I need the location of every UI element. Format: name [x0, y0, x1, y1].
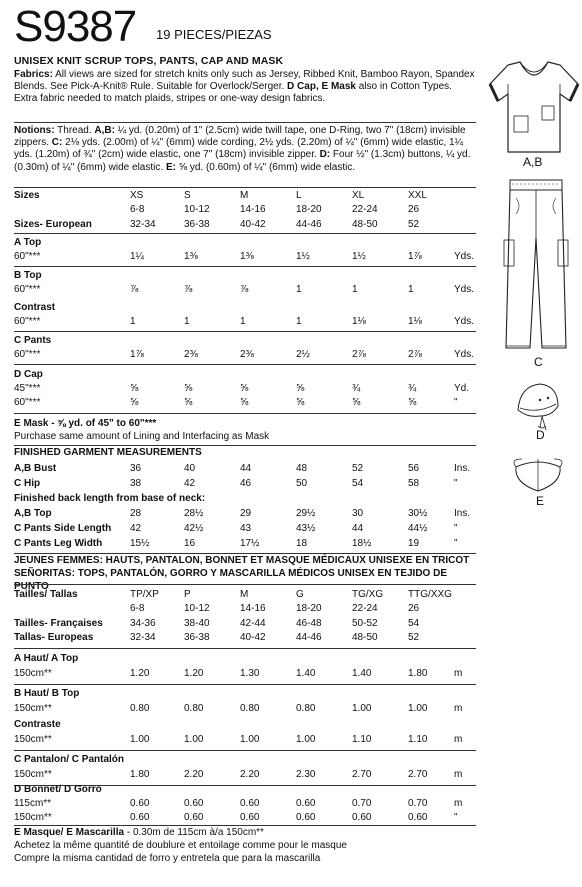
value-cell: 17½ [240, 538, 260, 549]
unit-cell: m [454, 769, 463, 780]
row-label: 60"*** [14, 284, 41, 295]
fabrics-paragraph [14, 69, 476, 106]
unit-cell: Yds. [454, 284, 475, 295]
value-cell: 52 [352, 463, 364, 474]
value-cell: 1⅛ [352, 316, 366, 327]
divider [14, 825, 476, 826]
value-cell: 46-48 [296, 618, 322, 629]
size-cell: XXL [408, 190, 427, 201]
value-cell: 1.40 [296, 668, 316, 679]
value-cell: ⅝ [240, 383, 249, 394]
pieces-count: 19 PIECES/PIEZAS [156, 27, 272, 42]
measurement-row [14, 522, 476, 535]
euro-row [14, 218, 476, 231]
value-cell: 0.60 [240, 798, 260, 809]
notions-text: ¼ yd. (0.20m) of 1" (2.5cm) wide twill tape, one D-Ring, two 7" (18cm) invisible zippers. [14, 125, 466, 149]
value-cell: 36-38 [184, 632, 210, 643]
value-cell: ¾ [408, 383, 417, 394]
value-cell: ⅝ [184, 397, 193, 408]
sizes-label: Sizes [14, 190, 40, 201]
value-cell: 19 [408, 538, 420, 549]
value-cell: 1½ [296, 251, 310, 262]
value-cell: 44-46 [296, 632, 322, 643]
value-cell: 38-40 [184, 618, 210, 629]
value-cell: 28 [130, 508, 142, 519]
fabrics-bold: D Cap, E Mask [287, 81, 356, 93]
row-label: Contrast [14, 302, 56, 313]
unit-cell: " [454, 478, 458, 489]
row-label: 150cm** [14, 769, 52, 780]
yardage-row [14, 283, 476, 296]
unit-cell: Yds. [454, 316, 475, 327]
value-cell: 48-50 [352, 632, 378, 643]
value-cell: 40 [184, 463, 196, 474]
row-label: C Pantalon/ C Pantalón [14, 754, 125, 765]
yardage-row [14, 667, 476, 680]
measurement-row [14, 507, 476, 520]
value-cell: 1⅜ [184, 251, 198, 262]
value-cell: 1.10 [352, 734, 372, 745]
row-label: D Cap [14, 369, 43, 380]
size-cell: 6-8 [130, 204, 145, 215]
measurements-title-text: FINISHED GARMENT MEASUREMENTS [14, 447, 202, 458]
size-cell: 40-42 [240, 219, 266, 230]
value-cell: 26 [408, 603, 420, 614]
garment-title-row [14, 783, 476, 796]
value-cell: 22-24 [352, 603, 378, 614]
value-cell: 2.70 [352, 769, 372, 780]
value-cell: 1.00 [296, 734, 316, 745]
size-cell: XS [130, 190, 144, 201]
view-c-label: C [534, 355, 543, 369]
value-cell: 29 [240, 508, 252, 519]
fr-e-mask-line [14, 827, 476, 840]
notions-label: Notions: [14, 125, 55, 136]
value-cell: 2⅜ [240, 349, 254, 360]
value-cell: 1⅜ [240, 251, 254, 262]
garment-title-row [14, 334, 476, 347]
size-cell: 22-24 [352, 204, 378, 215]
size-cell: 18-20 [296, 204, 322, 215]
value-cell: 1⅞ [408, 251, 422, 262]
measurement-row [14, 462, 476, 475]
value-cell: ⅞ [184, 284, 193, 295]
value-cell: ⅝ [130, 397, 139, 408]
value-cell: 0.70 [352, 798, 372, 809]
value-cell: 36 [130, 463, 142, 474]
yardage-row [14, 396, 476, 409]
size-cell: S [184, 190, 191, 201]
eu-sizes-row [14, 631, 476, 644]
value-cell: 2⅜ [184, 349, 198, 360]
value-cell: 2⅞ [408, 349, 422, 360]
value-cell: 1.20 [184, 668, 204, 679]
value-cell: 1 [408, 284, 414, 295]
size-cell: 14-16 [240, 204, 266, 215]
row-label: 60"*** [14, 251, 41, 262]
divider [14, 364, 476, 365]
row-label: C Pants [14, 335, 52, 346]
value-cell: 1.10 [408, 734, 428, 745]
garment-title-row [14, 718, 476, 731]
value-cell: 2.20 [184, 769, 204, 780]
row-label: Tailles- Françaises [14, 618, 103, 629]
divider [14, 584, 476, 585]
yardage-row [14, 811, 476, 824]
value-cell: ⅝ [296, 383, 305, 394]
yardage-row [14, 768, 476, 781]
value-cell: 1.00 [240, 734, 260, 745]
value-cell: 34-36 [130, 618, 156, 629]
row-label: A,B Bust [14, 463, 57, 474]
es-note [14, 853, 476, 866]
size-cell: 36-38 [184, 219, 210, 230]
fr-e-mask-title: E Masque/ E Mascarilla [14, 827, 125, 838]
row-label: B Haut/ B Top [14, 688, 80, 699]
row-label: 60"*** [14, 397, 41, 408]
value-cell: 43½ [296, 523, 316, 534]
value-cell: 1½ [352, 251, 366, 262]
unit-cell: Ins. [454, 463, 471, 474]
value-cell: 1.80 [408, 668, 428, 679]
row-label: 60"*** [14, 349, 41, 360]
euro-label: Sizes- European [14, 219, 92, 230]
size-cell: L [296, 190, 302, 201]
unit-cell: Yds. [454, 349, 475, 360]
e-mask-note-text: Purchase same amount of Lining and Interfacing as Mask [14, 431, 270, 442]
value-cell: 1 [240, 316, 246, 327]
notions-paragraph [14, 125, 476, 174]
value-cell: ⅝ [240, 397, 249, 408]
measurements-title [14, 447, 476, 460]
unit-cell: m [454, 668, 463, 679]
value-cell: 1.20 [130, 668, 150, 679]
unit-cell: Yd. [454, 383, 470, 394]
view-d-label: D [536, 428, 545, 442]
unit-cell: " [454, 538, 458, 549]
value-cell: 44 [352, 523, 364, 534]
value-cell: 0.60 [184, 812, 204, 823]
row-label: 45"*** [14, 383, 41, 394]
value-cell: M [240, 589, 249, 600]
value-cell: 2.30 [296, 769, 316, 780]
divider [14, 445, 476, 446]
value-cell: 0.60 [352, 812, 372, 823]
notions-view: D: [319, 149, 331, 161]
value-cell: 1.00 [184, 734, 204, 745]
fr-note-text: Achetez la même quantité de doublure et entoilage comme pour le masque [14, 840, 347, 851]
notions-text: Four ½" (1.3cm) buttons, ¼ yd. (0.30m) of ¼" (6mm) wide elastic. [14, 149, 471, 173]
divider [14, 187, 476, 188]
es-note-text: Compre la misma cantidad de forro y entretela que para la mascarilla [14, 853, 321, 864]
size-cell: M [240, 190, 249, 201]
value-cell: 0.80 [240, 703, 260, 714]
value-cell: 1.00 [352, 703, 372, 714]
value-cell: 32-34 [130, 632, 156, 643]
value-cell: 29½ [296, 508, 316, 519]
pants-illustration [500, 178, 574, 356]
row-label: C Pants Leg Width [14, 538, 103, 549]
unit-cell: " [454, 523, 458, 534]
size-cell: 10-12 [184, 204, 210, 215]
value-cell: 14-16 [240, 603, 266, 614]
row-label: A,B Top [14, 508, 52, 519]
value-cell: 2⅞ [352, 349, 366, 360]
value-cell: 54 [408, 618, 420, 629]
value-cell: 1⅞ [130, 349, 144, 360]
row-label: C Hip [14, 478, 41, 489]
value-cell: 42½ [184, 523, 204, 534]
value-cell: 42-44 [240, 618, 266, 629]
row-label: Tailles/ Tallas [14, 589, 78, 600]
value-cell: 40-42 [240, 632, 266, 643]
value-cell: TTG/XXG [408, 589, 452, 600]
e-mask-line [14, 418, 476, 431]
unit-cell: " [454, 812, 458, 823]
size-cell: 32-34 [130, 219, 156, 230]
divider [14, 233, 476, 234]
value-cell: 28½ [184, 508, 204, 519]
value-cell: 42 [130, 523, 142, 534]
sizes-num-row [14, 203, 476, 216]
value-cell: 52 [408, 632, 420, 643]
view-e-label: E [536, 494, 545, 508]
unit-cell: " [454, 397, 458, 408]
row-label: Finished back length from base of neck: [14, 493, 206, 504]
value-cell: ⅞ [240, 284, 249, 295]
divider [14, 122, 476, 123]
value-cell: 1.30 [240, 668, 260, 679]
yardage-row [14, 348, 476, 361]
row-label: 150cm** [14, 734, 52, 745]
title: UNISEX KNIT SCRUP TOPS, PANTS, CAP AND MASK [14, 55, 284, 67]
divider [14, 648, 476, 649]
value-cell: 1.00 [130, 734, 150, 745]
row-label: 60"*** [14, 316, 41, 327]
value-cell: 1.80 [130, 769, 150, 780]
value-cell: 0.60 [240, 812, 260, 823]
value-cell: 1 [352, 284, 358, 295]
value-cell: P [184, 589, 191, 600]
unit-cell: Yds. [454, 251, 475, 262]
size-cell: 44-46 [296, 219, 322, 230]
fabrics-text: All views are sized for stretch knits only such as Jersey, Ribbed Knit, Bamboo Rayon, Spandex Blends. See Pick-A-Knit® Rule. Suitable for Overlock/Serger. [14, 69, 475, 93]
yardage-row [14, 382, 476, 395]
e-mask-note [14, 431, 476, 444]
fabrics-text2: also in Cotton Types. Extra fabric needed to match plaids, stripes or one-way design fabrics. [14, 81, 452, 105]
value-cell: 0.80 [130, 703, 150, 714]
row-label: D Bonnet/ D Gorro [14, 784, 102, 795]
value-cell: 1.00 [408, 703, 428, 714]
value-cell: 44½ [408, 523, 428, 534]
measurement-subtitle [14, 492, 476, 505]
fr-sizes-row [14, 617, 476, 630]
value-cell: 0.70 [408, 798, 428, 809]
fr-note [14, 840, 476, 853]
notions-text: 2⅛ yds. (2.00m) of ¼" (6mm) wide cording, 2½ yds. (2.20m) of ¼" (6mm) wide elastic, 1¼ yds. (1.20m) of ¾" (2cm) wide elastic, one 7" (18cm) invisible zipper. [14, 137, 463, 161]
garment-title-row [14, 753, 476, 766]
value-cell: 0.60 [130, 798, 150, 809]
value-cell: ⅝ [184, 383, 193, 394]
value-cell: 1¼ [130, 251, 144, 262]
garment-title-row [14, 301, 476, 314]
value-cell: 18-20 [296, 603, 322, 614]
value-cell: TG/XG [352, 589, 384, 600]
row-label: A Haut/ A Top [14, 653, 79, 664]
divider [14, 266, 476, 267]
notions-view: E: [165, 161, 176, 173]
yardage-row [14, 797, 476, 810]
value-cell: G [296, 589, 304, 600]
size-cell: 48-50 [352, 219, 378, 230]
divider [14, 750, 476, 751]
value-cell: 44 [240, 463, 252, 474]
e-mask-text: E Mask - ⅝ yd. of 45" to 60"*** [14, 418, 157, 429]
divider [14, 684, 476, 685]
value-cell: 2.70 [408, 769, 428, 780]
value-cell: 2.20 [240, 769, 260, 780]
value-cell: 38 [130, 478, 142, 489]
size-cell: 26 [408, 204, 420, 215]
value-cell: 50 [296, 478, 308, 489]
value-cell: 0.60 [130, 812, 150, 823]
value-cell: 0.60 [408, 812, 428, 823]
mask-illustration [510, 455, 566, 495]
value-cell: ⅞ [130, 284, 139, 295]
yardage-row [14, 250, 476, 263]
measurement-row [14, 477, 476, 490]
value-cell: 0.60 [296, 798, 316, 809]
value-cell: 0.80 [296, 703, 316, 714]
garment-title-row [14, 652, 476, 665]
value-cell: ⅝ [296, 397, 305, 408]
yardage-row [14, 702, 476, 715]
notions-view: A,B: [94, 125, 115, 136]
measurement-row [14, 537, 476, 550]
divider [14, 413, 476, 414]
value-cell: 10-12 [184, 603, 210, 614]
value-cell: 16 [184, 538, 196, 549]
garment-title-row [14, 687, 476, 700]
value-cell: 58 [408, 478, 420, 489]
value-cell: ⅝ [352, 397, 361, 408]
value-cell: 43 [240, 523, 252, 534]
notions-text: Thread. [57, 125, 92, 136]
row-label: A Top [14, 237, 42, 248]
value-cell: 1 [296, 284, 302, 295]
value-cell: 46 [240, 478, 252, 489]
value-cell: 1⅛ [408, 316, 422, 327]
yardage-row [14, 315, 476, 328]
value-cell: ⅝ [408, 397, 417, 408]
value-cell: 54 [352, 478, 364, 489]
value-cell: 0.80 [184, 703, 204, 714]
value-cell: 18 [296, 538, 308, 549]
notions-view: C: [51, 137, 63, 149]
value-cell: 56 [408, 463, 420, 474]
fr-e-mask-text: - 0.30m de 115cm à/a 150cm** [124, 827, 264, 838]
value-cell: TP/XP [130, 589, 159, 600]
sizes-row [14, 189, 476, 202]
row-label: C Pants Side Length [14, 523, 112, 534]
value-cell: 48 [296, 463, 308, 474]
fabrics-label: Fabrics: [14, 69, 53, 80]
garment-title-row [14, 269, 476, 282]
sizes-row [14, 588, 476, 601]
fr-title [14, 555, 476, 568]
unit-cell: m [454, 703, 463, 714]
size-cell: 52 [408, 219, 420, 230]
row-label: 150cm** [14, 812, 52, 823]
es-title-text: SEÑORITAS: TOPS, PANTALÓN, GORRO Y MASCARILLA MÉDICOS UNISEX EN TEJIDO DE PUNTO [14, 568, 448, 592]
value-cell: 30½ [408, 508, 428, 519]
value-cell: 50-52 [352, 618, 378, 629]
value-cell: ⅝ [130, 383, 139, 394]
value-cell: 0.60 [184, 798, 204, 809]
value-cell: 6-8 [130, 603, 145, 614]
value-cell: 0.60 [296, 812, 316, 823]
value-cell: 2½ [296, 349, 310, 360]
value-cell: 18½ [352, 538, 372, 549]
divider [14, 553, 476, 554]
fr-title-text: JEUNES FEMMES: HAUTS, PANTALON, BONNET ET MASQUE MÉDICAUX UNISEXE EN TRICOT [14, 555, 470, 566]
view-ab-label: A,B [523, 155, 543, 169]
value-cell: ¾ [352, 383, 361, 394]
value-cell: 42 [184, 478, 196, 489]
yardage-row [14, 733, 476, 746]
unit-cell: m [454, 734, 463, 745]
size-cell: XL [352, 190, 365, 201]
pattern-number: S9387 [14, 2, 137, 51]
header [14, 2, 272, 52]
value-cell: 30 [352, 508, 364, 519]
value-cell: 1.40 [352, 668, 372, 679]
row-label: 115cm** [14, 798, 52, 809]
row-label: 150cm** [14, 668, 52, 679]
notions-text: ⅝ yd. (0.60m) of ¼" (6mm) wide elastic. [178, 161, 356, 173]
row-label: B Top [14, 270, 42, 281]
garment-title-row [14, 236, 476, 249]
sizes-num-row [14, 602, 476, 615]
divider [14, 331, 476, 332]
value-cell: 15½ [130, 538, 150, 549]
garment-title-row [14, 368, 476, 381]
row-label: 150cm** [14, 703, 52, 714]
top-illustration [486, 56, 582, 156]
row-label: Contraste [14, 719, 61, 730]
value-cell: 1 [184, 316, 190, 327]
row-label: Tallas- Europeas [14, 632, 94, 643]
unit-cell: m [454, 798, 463, 809]
unit-cell: Ins. [454, 508, 471, 519]
value-cell: 1 [296, 316, 302, 327]
value-cell: 1 [130, 316, 136, 327]
